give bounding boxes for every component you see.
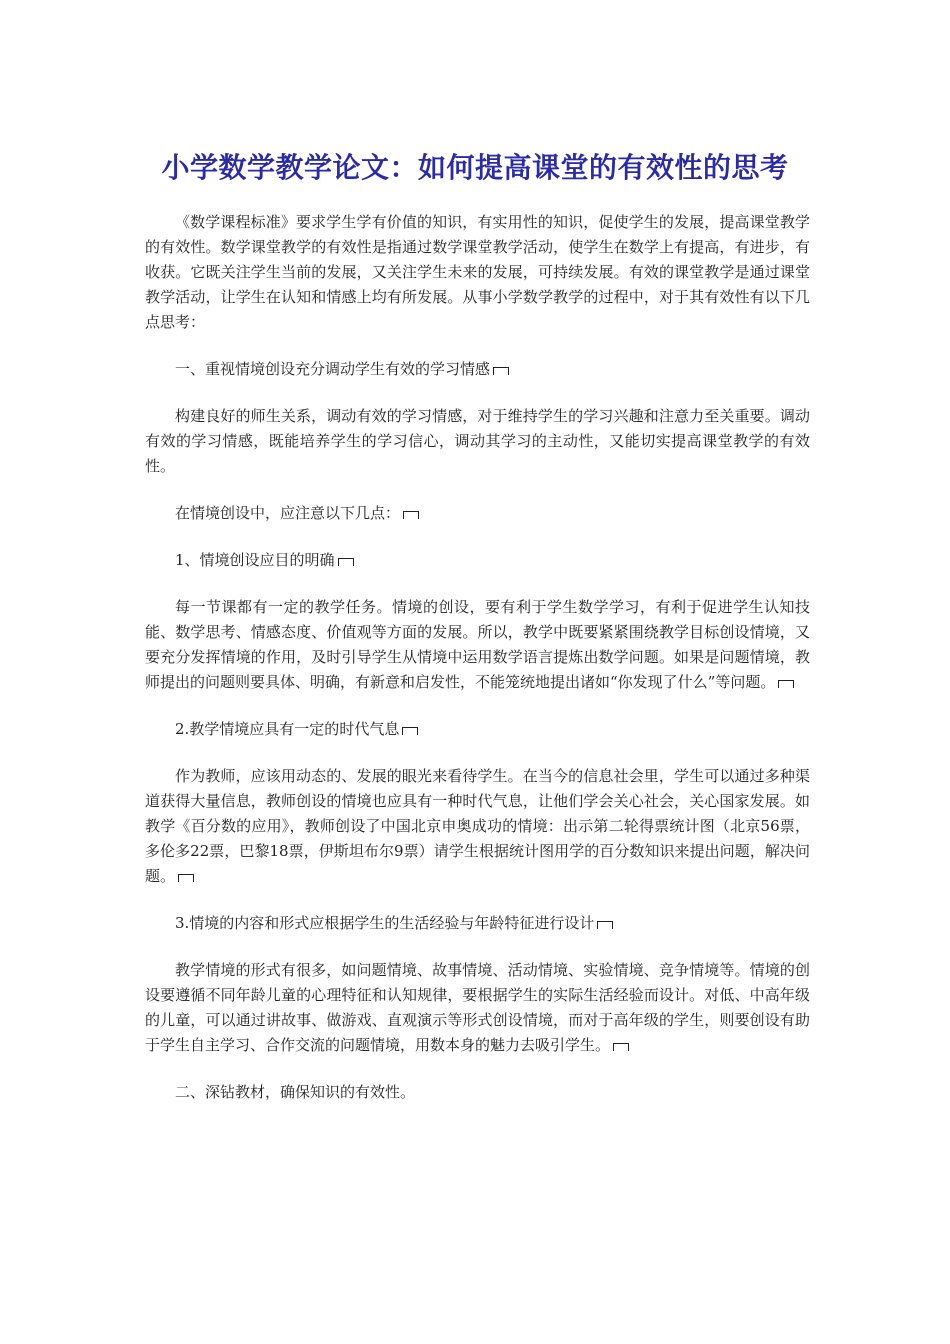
subheading-1: 1、情境创设应目的明确: [145, 548, 810, 573]
subheading: 在情境创设中，应注意以下几点：: [145, 501, 810, 526]
paragraph-mark-icon: [403, 511, 419, 519]
section-heading-2: 二、深钻教材，确保知识的有效性。: [175, 1083, 416, 1101]
document-body: [145, 210, 810, 1127]
paragraph-mark-icon: [613, 1043, 629, 1051]
paragraph-mark-icon: [493, 367, 509, 375]
paragraph-mark-icon: [338, 558, 354, 566]
paragraph: 每一节课都有一定的教学任务。情境的创设，要有利于学生数学学习，有利于促进学生认知技能、数学思考、情感态度、价值观等方面的发展。所以，教学中既要紧紧围绕教学目标创设情境，又要充分发挥情境的作用，及时引导学生从情境中运用数学语言提炼出数学问题。如果是问题情境，教师提出的问题则要具体、明确，有新意和启发性，不能笼统地提出诸如“你发现了什么”等问题。: [145, 598, 810, 691]
paragraph-mark-icon: [178, 874, 194, 882]
subheading-2: 2.教学情境应具有一定的时代气息: [145, 717, 810, 742]
paragraph: 作为教师，应该用动态的、发展的眼光来看待学生。在当今的信息社会里，学生可以通过多种渠道获得大量信息，教师创设的情境也应具有一种时代气息，让他们学会关心社会，关心国家发展。如教学《百分数的应用》，教师创设了中国北京申奥成功的情境：出示第二轮得票统计图（北京56票，多伦多22票，巴黎18票，伊斯坦布尔9票）请学生根据统计图用学的百分数知识来提出问题，解决问题。: [145, 767, 810, 885]
paragraph: 构建良好的师生关系，调动有效的学习情感，对于维持学生的学习兴趣和注意力至关重要。调动有效的学习情感，既能培养学生的学习信心，调动其学习的主动性，又能切实提高课堂教学的有效性。: [145, 407, 810, 475]
subheading-3: 3.情境的内容和形式应根据学生的生活经验与年龄特征进行设计: [145, 911, 810, 936]
section-heading-1: 一、重视情境创设充分调动学生有效的学习情感: [145, 357, 810, 382]
paragraph-mark-icon: [597, 921, 613, 929]
paragraph-mark-icon: [402, 727, 418, 735]
paragraph-mark-icon: [778, 680, 794, 688]
paragraph: 教学情境的形式有很多，如问题情境、故事情境、活动情境、实验情境、竞争情境等。情境的创设要遵循不同年龄儿童的心理特征和认知规律，要根据学生的实际生活经验而设计。对低、中高年级的儿童，可以通过讲故事、做游戏、直观演示等形式创设情境，而对于高年级的学生，则要创设有助于学生自主学习、合作交流的问题情境，用数本身的魅力去吸引学生。: [145, 961, 810, 1054]
document-title: 小学数学教学论文：如何提高课堂的有效性的思考: [161, 151, 789, 184]
intro-paragraph: 《数学课程标准》要求学生学有价值的知识，有实用性的知识，促使学生的发展，提高课堂教学的有效性。数学课堂教学的有效性是指通过数学课堂教学活动，使学生在数学上有提高，有进步，有收获。它既关注学生当前的发展，又关注学生未来的发展，可持续发展。有效的课堂教学是通过课堂教学活动，让学生在认知和情感上均有所发展。从事小学数学教学的过程中，对于其有效性有以下几点思考：: [145, 213, 810, 331]
